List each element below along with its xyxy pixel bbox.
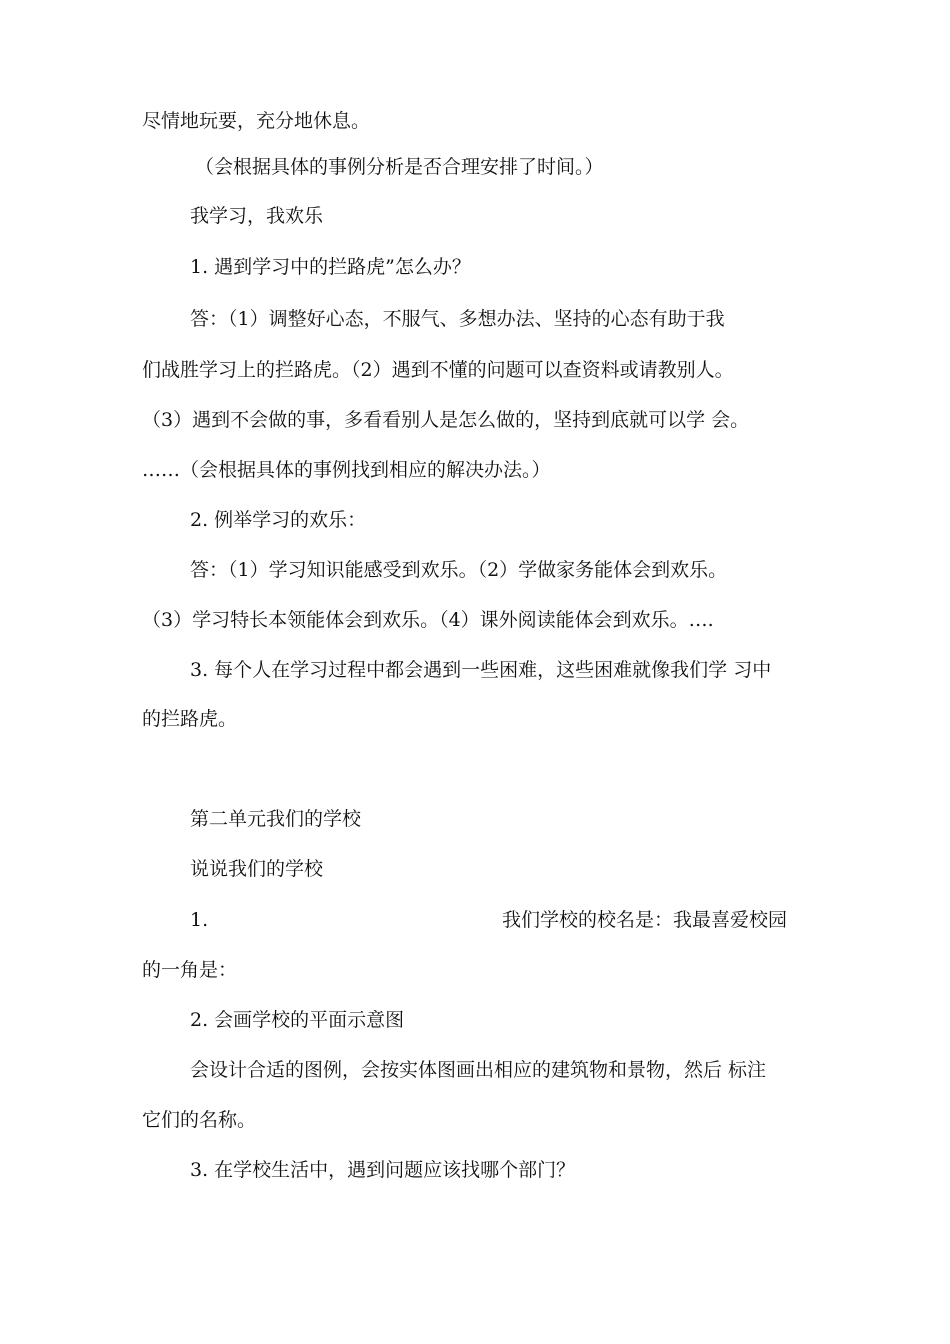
question-1: 1. 遇到学习中的拦路虎”怎么办？ xyxy=(190,256,471,278)
answer-1-line-4: ……（会根据具体的事例找到相应的解决办法。） xyxy=(142,459,551,481)
answer-2-line-2: （3）学习特长本领能体会到欢乐。（4）课外阅读能体会到欢乐。…. xyxy=(142,609,714,631)
item-2-desc-line-1: 会设计合适的图例，会按实体图画出相应的建筑物和景物，然后 标注 xyxy=(190,1059,767,1081)
paragraph-line-1: 尽情地玩要，充分地休息。 xyxy=(142,110,371,132)
item-3-line-2: 的拦路虎。 xyxy=(142,708,238,730)
paragraph-line-2: （会根据具体的事例分析是否合理安排了时间。） xyxy=(195,156,604,178)
item-2: 2. 会画学校的平面示意图 xyxy=(190,1009,405,1031)
item-1-text: 我们学校的校名是：我最喜爱校园 xyxy=(502,909,788,931)
item-3-line-1: 3. 每个人在学习过程中都会遇到一些困难，这些困难就像我们学 习中 xyxy=(190,659,772,681)
item-3-question: 3. 在学校生活中，遇到问题应该找哪个部门？ xyxy=(190,1159,576,1181)
answer-1-line-1: 答：（1）调整好心态，不服气、多想办法、坚持的心态有助于我 xyxy=(190,308,725,330)
section-heading-our-school: 说说我们的学校 xyxy=(190,858,324,880)
item-1-line-2: 的一角是： xyxy=(142,959,238,981)
answer-1-line-3: （3）遇到不会做的事，多看看别人是怎么做的，坚持到底就可以学 会。 xyxy=(142,409,750,431)
question-2: 2. 例举学习的欢乐： xyxy=(190,509,367,531)
unit-2-heading: 第二单元我们的学校 xyxy=(190,808,362,830)
section-heading-learning-joy: 我学习，我欢乐 xyxy=(190,205,324,227)
item-1-number: 1. xyxy=(190,909,209,931)
item-2-desc-line-2: 它们的名称。 xyxy=(142,1109,257,1131)
answer-2-line-1: 答：（1）学习知识能感受到欢乐。（2）学做家务能体会到欢乐。 xyxy=(190,559,728,581)
answer-1-line-2: 们战胜学习上的拦路虎。（2）遇到不懂的问题可以查资料或请教别人。 xyxy=(142,359,734,381)
